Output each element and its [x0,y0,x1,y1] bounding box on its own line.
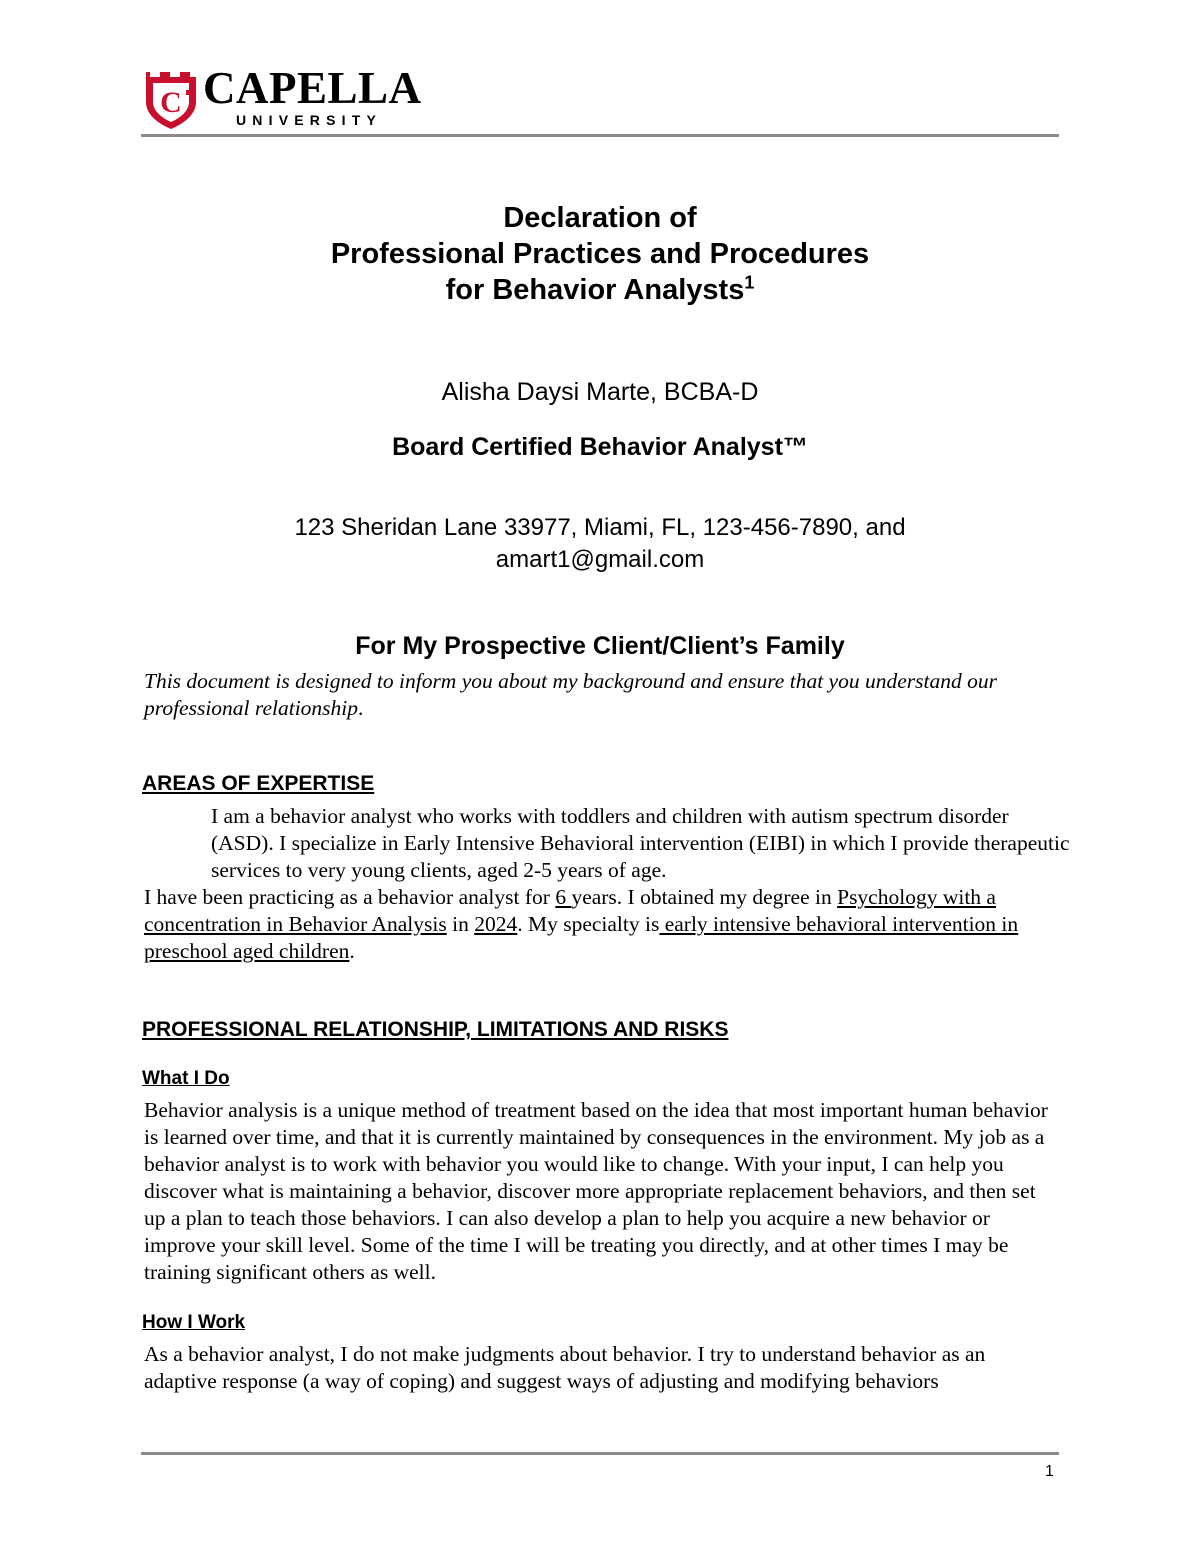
header-rule [141,134,1059,137]
how-i-work-paragraph: As a behavior analyst, I do not make judgments about behavior. I try to understand behavior as an adaptive response (a way of coping) and suggest ways of adjusting and modifying behaviors [144,1342,986,1393]
client-intro-text [144,668,1064,722]
areas-of-expertise-heading: AREAS OF EXPERTISE [142,772,375,795]
client-section-heading: For My Prospective Client/Client’s Family [355,632,845,660]
intro-period: . [358,696,364,720]
analyst-email: amart1@gmail.com [495,546,705,573]
years-value: 6 [555,885,572,909]
practice-mid1: years. I obtained my degree in [571,885,838,909]
practice-mid3: . My specialty is [517,912,660,936]
expertise-indented-paragraph: I am a behavior analyst who works with toddlers and children with autism spectrum disorder (ASD). I specialize in Early Intensive Behavioral intervention (EIBI) in which I provide therapeutic services to very young clients, aged 2-5 years of age. [211,804,1070,882]
page-number: 1 [1045,1463,1054,1480]
footnote-marker: 1 [744,272,755,293]
practice-prefix: I have been practicing as a behavior analyst for [144,885,556,909]
analyst-address: 123 Sheridan Lane 33977, Miami, FL, 123-456-7890, and [294,514,906,541]
specialty-value: early intensive behavioral intervention in preschool aged children [144,912,1019,963]
footer-rule [141,1452,1059,1455]
how-i-work-heading: How I Work [142,1312,246,1333]
document-title-line1: Declaration of [503,202,697,234]
expertise-practice-paragraph [144,884,1054,965]
professional-relationship-heading: PROFESSIONAL RELATIONSHIP, LIMITATIONS AND RISKS [142,1018,729,1041]
analyst-credential: Board Certified Behavior Analyst™ [392,433,808,461]
title-line3-text: for Behavior Analysts [445,274,745,306]
document-title-line3 [0,272,1200,308]
degree-year-value: 2024 [474,912,518,936]
capella-shield-logo [140,68,202,130]
practice-end: . [349,939,355,963]
brand-subtitle: UNIVERSITY [236,112,383,128]
practice-mid2: in [446,912,475,936]
svg-text:C: C [160,86,182,119]
what-i-do-paragraph: Behavior analysis is a unique method of treatment based on the idea that most important human behavior is learned over time, and that it is currently maintained by consequences in the environment. My job as a behavior analyst is to work with behavior you would like to change. With your input, I can help you discover what is maintaining a behavior, discover more appropriate replacement behaviors, and then set up a plan to teach those behaviors. I can also develop a plan to help you acquire a new behavior or improve your skill level. Some of the time I will be treating you directly, and at other times I may be training significant others as well. [144,1098,1048,1284]
analyst-name: Alisha Daysi Marte, BCBA-D [441,378,759,406]
what-i-do-heading: What I Do [142,1068,230,1089]
brand-name: CAPELLA [203,63,422,113]
document-title-line2: Professional Practices and Procedures [330,238,870,270]
degree-value: Psychology with a concentration in Behavior Analysis [144,885,996,936]
intro-text: This document is designed to inform you about my background and ensure that you understand our professional relationship [144,669,997,720]
